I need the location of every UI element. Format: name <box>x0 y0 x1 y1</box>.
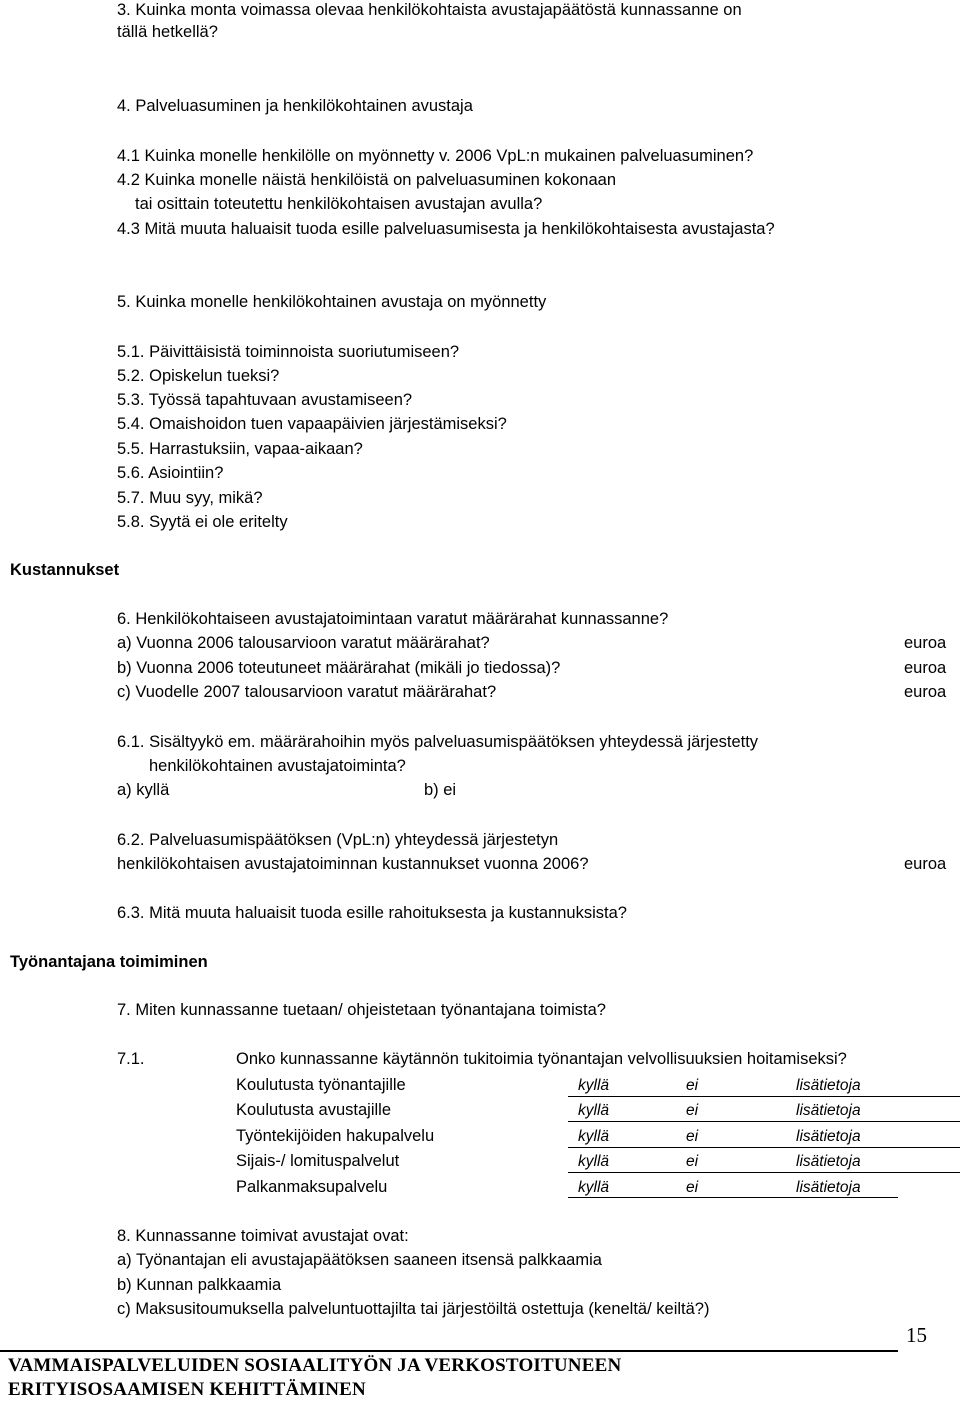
s8-b: b) Kunnan palkkaamia <box>117 1276 282 1294</box>
s8-c: c) Maksusitoumuksella palveluntuottajilta tai järjestöiltä ostettuja (keneltä/ keiltä?) <box>117 1300 710 1318</box>
s5-item: 5.2. Opiskelun tueksi? <box>117 367 280 385</box>
q3-line1: 3. Kuinka monta voimassa olevaa henkilökohtaista avustajapäätöstä kunnassanne on <box>117 1 742 19</box>
support-row-more-info: lisätietoja <box>796 1077 861 1094</box>
page-number: 15 <box>906 1323 927 1347</box>
support-row-label: Koulutusta työnantajille <box>236 1076 406 1094</box>
support-row-yes: kyllä <box>578 1153 610 1170</box>
q6-2-line1: 6.2. Palveluasumispäätöksen (VpL:n) yhteydessä järjestetyn <box>117 831 559 849</box>
section-employer-heading: Työnantajana toimiminen <box>10 953 208 971</box>
s5-item: 5.4. Omaishoidon tuen vapaapäivien järjestämiseksi? <box>117 415 507 433</box>
support-row-more-info: lisätietoja <box>796 1102 861 1119</box>
q6-1-line1: 6.1. Sisältyykö em. määrärahoihin myös palveluasumispäätöksen yhteydessä järjestetty <box>117 733 759 751</box>
support-row-more-info: lisätietoja <box>796 1153 861 1170</box>
support-row-more-info: lisätietoja <box>796 1128 861 1145</box>
s6-title: 6. Henkilökohtaiseen avustajatoimintaan varatut määrärahat kunnassanne? <box>117 610 669 628</box>
row-underline <box>568 1121 960 1122</box>
q6-1-option-no: b) ei <box>424 781 457 799</box>
s4-title: 4. Palveluasuminen ja henkilökohtainen avustaja <box>117 97 473 115</box>
q4-2-line1: 4.2 Kuinka monelle näistä henkilöistä on palveluasuminen kokonaan <box>117 171 616 189</box>
support-row-no: ei <box>686 1153 699 1170</box>
support-row-no: ei <box>686 1077 699 1094</box>
s6-a: a) Vuonna 2006 talousarvioon varatut määrärahat? <box>117 634 490 652</box>
row-underline <box>568 1147 960 1148</box>
row-underline <box>568 1096 960 1097</box>
support-row-yes: kyllä <box>578 1102 610 1119</box>
s5-item: 5.5. Harrastuksiin, vapaa-aikaan? <box>117 440 363 458</box>
q7-1-question: Onko kunnassanne käytännön tukitoimia työnantajan velvollisuuksien hoitamiseksi? <box>236 1050 847 1068</box>
s5-item: 5.6. Asiointiin? <box>117 464 224 482</box>
s5-item: 5.1. Päivittäisistä toiminnoista suoriutumiseen? <box>117 343 460 361</box>
s6-a-unit: euroa <box>904 634 947 652</box>
q7-1-number: 7.1. <box>117 1050 145 1068</box>
s6-b-unit: euroa <box>904 659 947 677</box>
support-row-yes: kyllä <box>578 1077 610 1094</box>
s6-c-unit: euroa <box>904 683 947 701</box>
s5-title: 5. Kuinka monelle henkilökohtainen avustaja on myönnetty <box>117 293 547 311</box>
row-underline <box>568 1197 898 1198</box>
s5-item: 5.3. Työssä tapahtuvaan avustamiseen? <box>117 391 413 409</box>
footer-line1: VAMMAISPALVELUIDEN SOSIAALITYÖN JA VERKOSTOITUNEEN <box>8 1355 622 1376</box>
support-row-no: ei <box>686 1179 699 1196</box>
q4-3: 4.3 Mitä muuta haluaisit tuoda esille palveluasumisesta ja henkilökohtaisesta avustajasta? <box>117 220 775 238</box>
q4-2-line2: tai osittain toteutettu henkilökohtaisen avustajan avulla? <box>135 195 543 213</box>
support-row-label: Työntekijöiden hakupalvelu <box>236 1127 435 1145</box>
support-row-label: Sijais-/ lomituspalvelut <box>236 1152 400 1170</box>
q3-line2: tällä hetkellä? <box>117 23 218 41</box>
support-row-yes: kyllä <box>578 1128 610 1145</box>
support-row-yes: kyllä <box>578 1179 610 1196</box>
section-costs-heading: Kustannukset <box>10 561 120 579</box>
support-row-label: Palkanmaksupalvelu <box>236 1178 388 1196</box>
q6-2-unit: euroa <box>904 855 947 873</box>
footer-line2: ERITYISOSAAMISEN KEHITTÄMINEN <box>8 1379 366 1400</box>
support-row-no: ei <box>686 1102 699 1119</box>
s8-title: 8. Kunnassanne toimivat avustajat ovat: <box>117 1227 409 1245</box>
support-row-label: Koulutusta avustajille <box>236 1101 392 1119</box>
s6-b: b) Vuonna 2006 toteutuneet määrärahat (mikäli jo tiedossa)? <box>117 659 561 677</box>
q6-1-line2: henkilökohtainen avustajatoiminta? <box>149 757 406 775</box>
footer-rule <box>0 1350 898 1352</box>
q6-1-option-yes: a) kyllä <box>117 781 170 799</box>
support-row-no: ei <box>686 1128 699 1145</box>
s6-c: c) Vuodelle 2007 talousarvioon varatut määrärahat? <box>117 683 497 701</box>
q6-3: 6.3. Mitä muuta haluaisit tuoda esille rahoituksesta ja kustannuksista? <box>117 904 627 922</box>
q4-1: 4.1 Kuinka monelle henkilölle on myönnetty v. 2006 VpL:n mukainen palveluasuminen? <box>117 147 754 165</box>
s7-title: 7. Miten kunnassanne tuetaan/ ohjeistetaan työnantajana toimista? <box>117 1001 606 1019</box>
s5-item: 5.8. Syytä ei ole eritelty <box>117 513 288 531</box>
support-row-more-info: lisätietoja <box>796 1179 861 1196</box>
row-underline <box>568 1172 960 1173</box>
s8-a: a) Työnantajan eli avustajapäätöksen saaneen itsensä palkkaamia <box>117 1251 602 1269</box>
s5-item: 5.7. Muu syy, mikä? <box>117 489 263 507</box>
q6-2-line2: henkilökohtaisen avustajatoiminnan kustannukset vuonna 2006? <box>117 855 589 873</box>
